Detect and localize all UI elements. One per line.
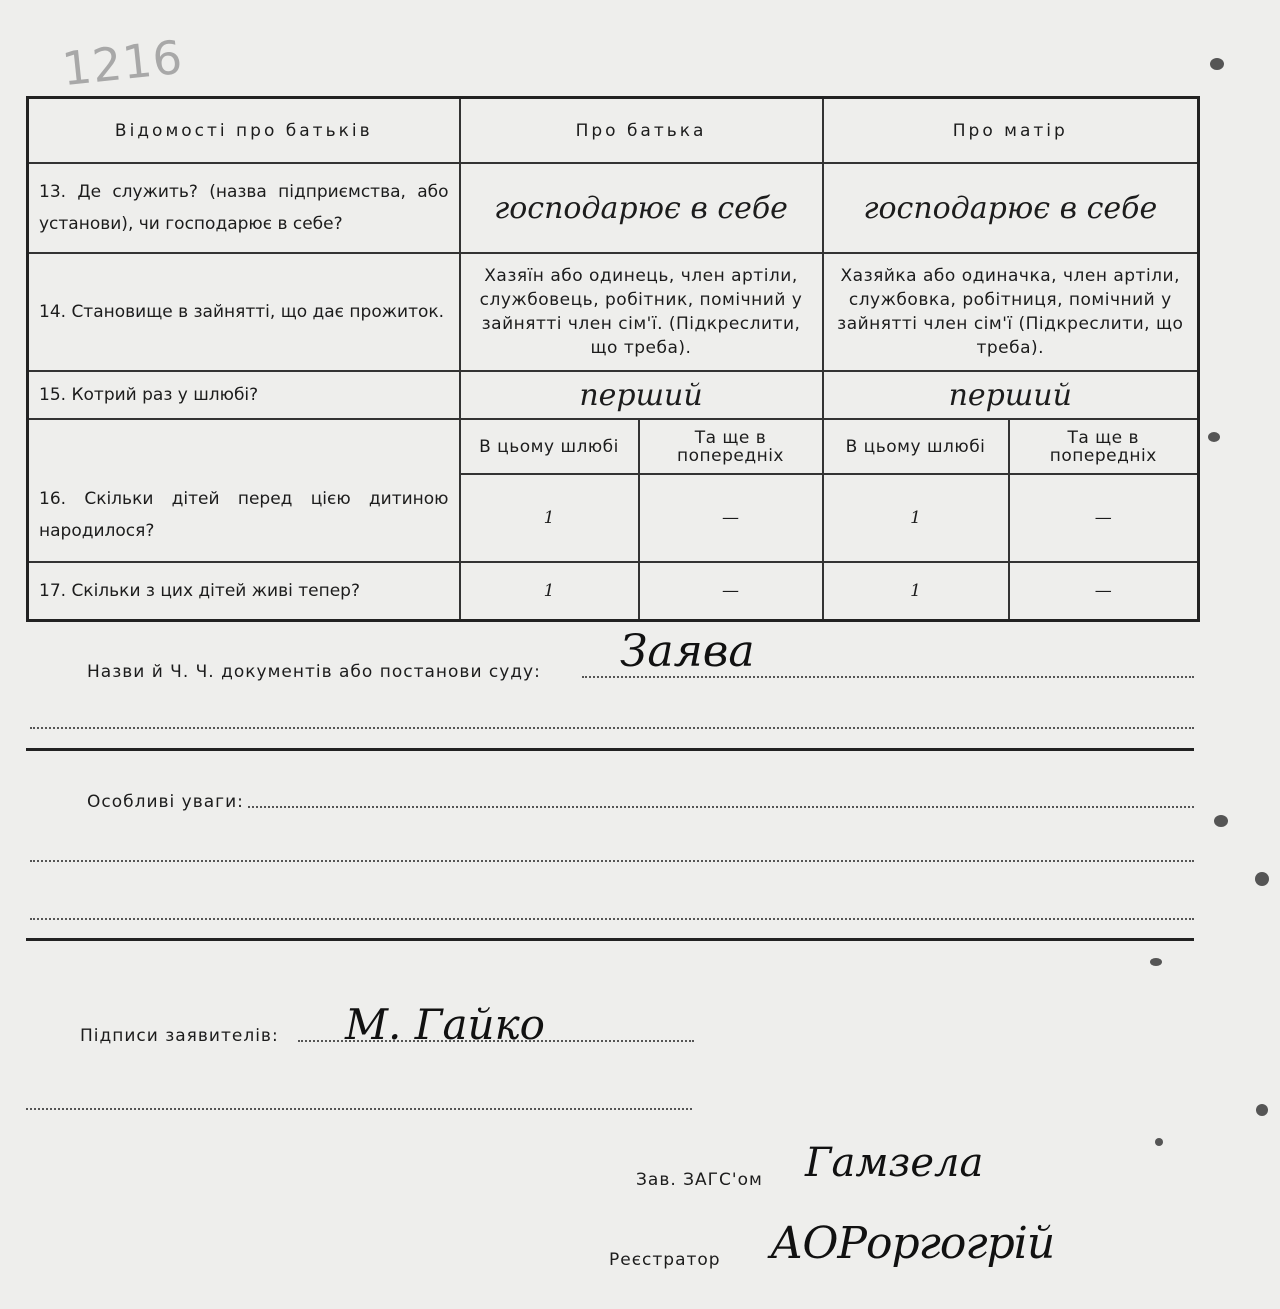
options-14-father: Хазяїн або одинець, член артіли, службовець, робітник, помічний у зайнятті член сім'ї. (Підкреслити, що треба). — [460, 253, 823, 371]
row-17 — [28, 562, 1199, 621]
paper-hole-mark — [1208, 432, 1220, 442]
answer-15-father: перший — [460, 371, 823, 419]
options-14-mother: Хазяйка або одиначка, член артіли, службовка, робітниця, помічний у зайнятті член сім'ї (Підкреслити, що треба). — [823, 253, 1199, 371]
paper-hole-mark — [1210, 58, 1224, 70]
header-mother: Про матір — [823, 98, 1199, 164]
answer-17-father-previous: — — [639, 562, 823, 621]
paper-hole-mark — [1155, 1138, 1163, 1146]
section-divider-2 — [26, 938, 1194, 941]
applicant-signature: М. Гайко — [345, 1000, 545, 1049]
subheader-father-this-marriage: В цьому шлюбі — [460, 419, 639, 474]
question-15: 15. Котрий раз у шлюбі? — [28, 371, 460, 419]
row-15 — [28, 371, 1199, 419]
answer-16-father-previous: — — [639, 474, 823, 562]
subheader-mother-this-marriage: В цьому шлюбі — [823, 419, 1009, 474]
paper-hole-mark — [1255, 872, 1269, 886]
answer-16-mother-this: 1 — [823, 474, 1009, 562]
answer-16-father-this: 1 — [460, 474, 639, 562]
row-13 — [28, 163, 1199, 253]
question-14: 14. Становище в зайнятті, що дає прожиток. — [28, 253, 460, 371]
question-17: 17. Скільки з цих дітей живі тепер? — [28, 562, 460, 621]
answer-13-father: господарює в себе — [460, 163, 823, 253]
answer-16-mother-previous: — — [1009, 474, 1199, 562]
question-16: 16. Скільки дітей перед цією дитиною народилося? — [28, 419, 460, 562]
answer-17-mother-previous: — — [1009, 562, 1199, 621]
archive-number: 1216 — [59, 29, 186, 97]
notes-line-3 — [30, 918, 1194, 920]
answer-13-mother: господарює в себе — [823, 163, 1199, 253]
documents-label: Назви й Ч. Ч. документів або постанови суду: — [87, 662, 541, 682]
documents-value: Заява — [620, 626, 755, 677]
paper-hole-mark — [1256, 1104, 1268, 1116]
subheader-father-previous: Та ще в попередніх — [639, 419, 823, 474]
notes-label: Особливі уваги: — [87, 792, 244, 812]
section-divider-1 — [26, 748, 1194, 751]
row-14 — [28, 253, 1199, 371]
header-parents-info: Відомості про батьків — [28, 98, 460, 164]
zags-head-signature: Гамзела — [805, 1140, 984, 1186]
subheader-mother-previous: Та ще в попередніх — [1009, 419, 1199, 474]
paper-hole-mark — [1150, 958, 1162, 966]
header-row — [28, 98, 1199, 164]
notes-line-1 — [248, 806, 1194, 808]
paper-hole-mark — [1214, 815, 1228, 827]
signature-line-2 — [26, 1108, 692, 1110]
registrar-label: Реєстратор — [609, 1250, 721, 1270]
header-father: Про батька — [460, 98, 823, 164]
zags-head-label: Зав. ЗАГС'ом — [636, 1170, 763, 1190]
answer-15-mother: перший — [823, 371, 1199, 419]
notes-line-2 — [30, 860, 1194, 862]
parents-info-table — [26, 96, 1200, 622]
answer-17-mother-this: 1 — [823, 562, 1009, 621]
registrar-signature: АОРоргогрій — [770, 1218, 1055, 1269]
documents-line-2 — [30, 727, 1194, 729]
answer-17-father-this: 1 — [460, 562, 639, 621]
question-13: 13. Де служить? (назва підприємства, або установи), чи господарює в себе? — [28, 163, 460, 253]
applicants-signature-label: Підписи заявителів: — [80, 1026, 279, 1046]
row-16-subheaders — [28, 419, 1199, 474]
